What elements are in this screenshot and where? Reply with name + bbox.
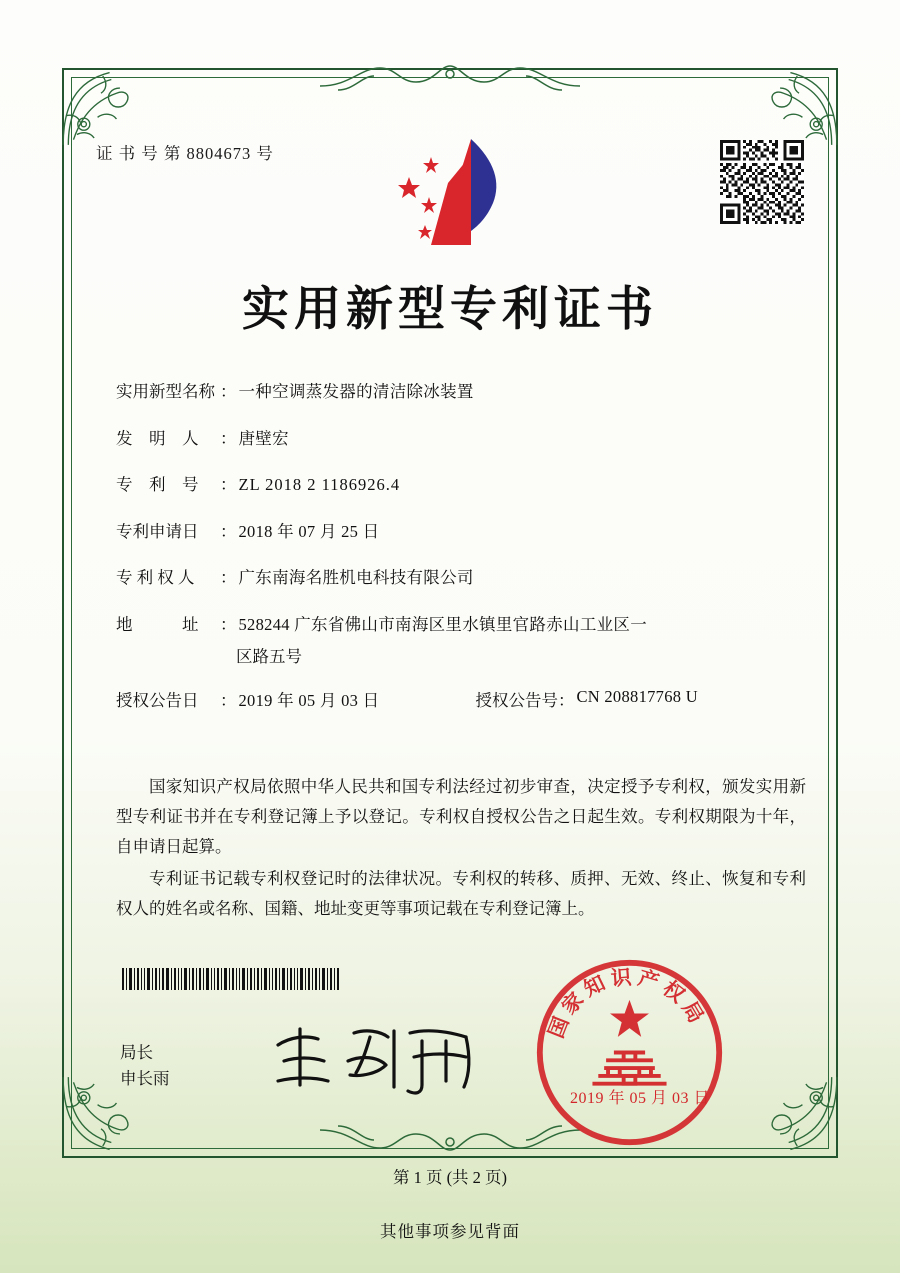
field-value: 广东南海名胜机电科技有限公司 <box>238 568 474 587</box>
field-value-grant-date: 2019 年 05 月 03 日 <box>238 691 380 710</box>
legal-paragraph-2: 专利证书记载专利权登记时的法律状况。专利权的转移、质押、无效、终止、恢复和专利权人的姓名或名称、国籍、地址变更等事项记载在专利登记簿上。 <box>116 869 806 918</box>
qr-code <box>720 140 804 224</box>
field-colon: ： <box>220 691 237 710</box>
director-name-label: 申长雨 <box>120 1069 170 1088</box>
field-label: 实用新型名称 <box>116 382 215 401</box>
field-row-grant-announcement <box>116 687 816 711</box>
field-colon: ： <box>220 568 237 587</box>
seal-date: 2019 年 05 月 03 日 <box>569 1090 710 1107</box>
cnipa-logo-icon <box>385 133 525 251</box>
signature-block <box>120 1040 170 1092</box>
field-colon: ： <box>220 428 237 448</box>
field-row-patent-number <box>116 471 816 495</box>
handwritten-signature <box>270 1015 490 1100</box>
corner-ornament-icon <box>58 64 144 150</box>
field-list <box>116 378 816 734</box>
director-title-label: 局长 <box>120 1043 153 1062</box>
field-colon: ： <box>220 614 237 634</box>
corner-ornament-icon <box>756 64 842 150</box>
certificate-number: 证 书 号 第 8804673 号 <box>96 144 274 163</box>
field-label: 专 利 号 <box>116 475 199 494</box>
field-row-utility-model-name <box>116 378 816 402</box>
field-colon: ： <box>220 475 237 494</box>
field-colon: ： <box>220 521 237 541</box>
field-row-inventor <box>116 425 816 449</box>
field-label-grant-date: 授权公告日 <box>116 691 199 710</box>
field-value: 2018 年 07 月 25 日 <box>238 521 380 541</box>
field-value: 一种空调蒸发器的清洁除冰装置 <box>238 382 474 401</box>
field-value: 唐壁宏 <box>238 428 289 448</box>
legal-paragraph-1: 国家知识产权局依照中华人民共和国专利法经过初步审查，决定授予专利权，颁发实用新型专利证书并在专利登记簿上予以登记。专利权自授权公告之日起生效。专利权期限为十年，自申请日起算。 <box>116 777 806 856</box>
field-row-address <box>116 611 816 635</box>
field-value-announcement-number: CN 208817768 U <box>576 687 698 706</box>
field-label-announcement-number: 授权公告号 <box>475 691 558 710</box>
field-value: ZL 2018 2 1186926.4 <box>238 475 401 494</box>
page-title: 实用新型专利证书 <box>242 282 658 337</box>
corner-ornament-icon <box>756 1072 842 1158</box>
address-line-2: 区路五号 <box>236 647 302 666</box>
field-label: 专 利 权 人 <box>116 568 195 587</box>
field-colon: ： <box>220 382 237 401</box>
field-row-application-date <box>116 518 816 542</box>
field-value: 528244 广东省佛山市南海区里水镇里官路赤山工业区一 <box>238 614 648 634</box>
legal-text-block <box>116 772 806 926</box>
footer-note: 其他事项参见背面 <box>380 1222 520 1241</box>
svg-text:国家知识产权局: 国家知识产权局 <box>543 964 712 1042</box>
official-seal <box>532 955 727 1150</box>
field-row-patentee <box>116 564 816 588</box>
page-number: 第 1 页 (共 2 页) <box>392 1168 508 1187</box>
grant-announcement-number-group <box>475 687 698 711</box>
top-center-ornament-icon <box>310 60 590 94</box>
barcode <box>122 968 342 990</box>
field-label: 地 址 <box>116 614 199 634</box>
field-label: 专利申请日 <box>116 521 199 541</box>
field-colon: ： <box>557 691 575 710</box>
field-label: 发 明 人 <box>116 428 199 448</box>
